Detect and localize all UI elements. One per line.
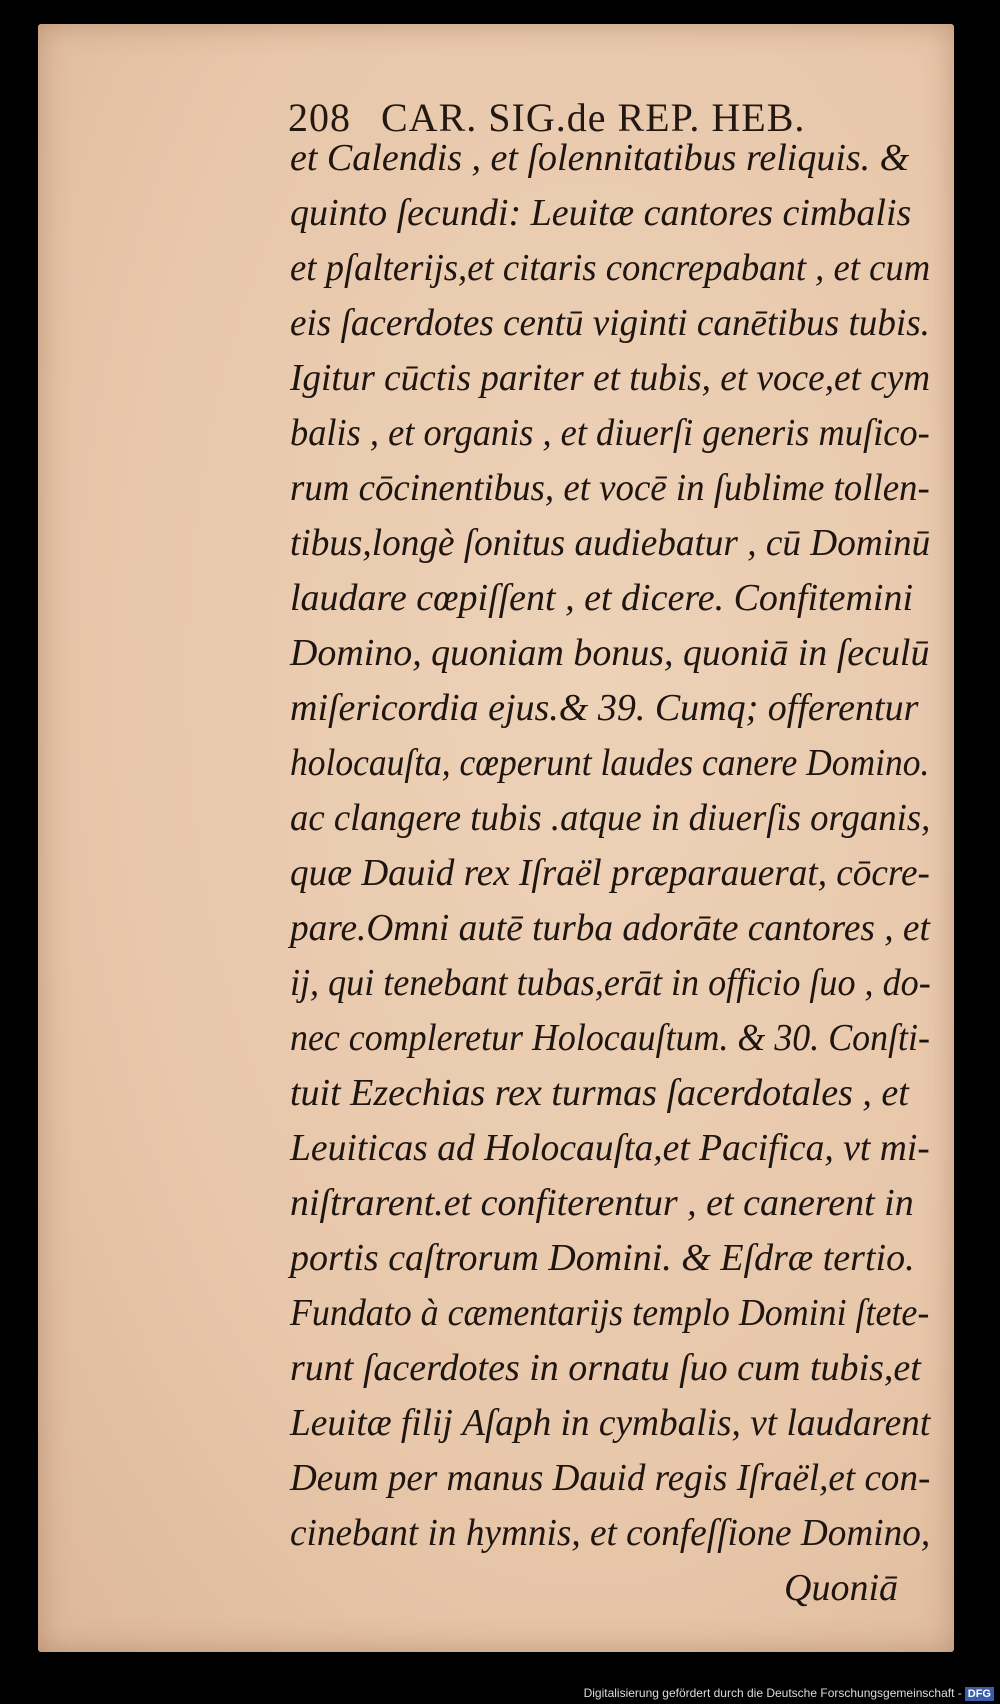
- text-line: laudare cœpiſſent , et dicere. Confitemini: [290, 577, 914, 619]
- text-line: cinebant in hymnis, et confeſſione Domino,: [290, 1512, 931, 1554]
- text-line: Leuiticas ad Holocauſta,et Pacifica, vt mi-: [290, 1127, 930, 1169]
- footer-text: Digitalisierung gefördert durch die Deutsche Forschungsgemeinschaft -: [583, 1686, 962, 1700]
- text-line: Fundato à cæmentariјs templo Domini ſtete-: [290, 1292, 930, 1334]
- catchword: Quoniā: [784, 1567, 898, 1609]
- text-line: Domino, quoniam bonus, quoniā in ſeculū: [290, 632, 930, 674]
- text-line: balis , et organis , et diuerſi generis muſico-: [290, 412, 930, 454]
- text-line: Leuitæ filiј Aſaph in cymbalis, vt laudarent: [290, 1402, 931, 1444]
- text-line: tibus,longè ſonitus audiebatur , cū Dominū: [290, 522, 931, 564]
- text-line: portis caſtrorum Domini. & Eſdræ tertio.: [290, 1237, 915, 1279]
- text-line: holocauſta, cœperunt laudes canere Domino.: [290, 742, 930, 784]
- text-line: et Calendis , et ſolennitatibus reliquis. &: [290, 137, 910, 179]
- text-line: iј, qui tenebant tubas,erāt in officio ſuo , do-: [290, 962, 931, 1004]
- digitization-footer: [440, 1682, 1000, 1704]
- text-line: rum cōcinentibus, et vocē in ſublime tollen-: [290, 467, 930, 509]
- running-header: [288, 94, 805, 141]
- text-line: nec compleretur Holocauſtum. & 30. Conſti-: [290, 1017, 930, 1059]
- text-line: quinto ſecundi: Leuitæ cantores cimbalis: [290, 192, 912, 234]
- text-line: runt ſacerdotes in ornatu ſuo cum tubis,et: [290, 1347, 921, 1389]
- text-line: niſtrarent.et confiterentur , et canerent in: [290, 1182, 914, 1224]
- text-line: et pſalteriјs,et citaris concrepabant , et cum: [290, 247, 931, 289]
- text-line: miſericordia ejus.& 39. Cumq; offerentur: [290, 687, 919, 729]
- dfg-logo: DFG: [965, 1687, 994, 1701]
- text-line: tuit Ezechias rex turmas ſacerdotales , et: [290, 1072, 909, 1114]
- text-line: Deum per manus Dauid regis Iſraël,et con-: [290, 1457, 931, 1499]
- running-title: CAR. SIG.de REP. HEB.: [381, 95, 806, 140]
- book-page: [38, 24, 954, 1652]
- text-line: eis ſacerdotes centū viginti canētibus tubis.: [290, 302, 930, 344]
- page-number: 208: [288, 95, 351, 140]
- text-line: quæ Dauid rex Iſraël præparauerat, cōcre-: [290, 852, 930, 894]
- text-line: Igitur cūctis pariter et tubis, et voce,et cym: [290, 357, 931, 399]
- text-line: pare.Omni autē turba adorāte cantores , et: [290, 907, 930, 949]
- text-line: ac clangere tubis .atque in diuerſis organis,: [290, 797, 931, 839]
